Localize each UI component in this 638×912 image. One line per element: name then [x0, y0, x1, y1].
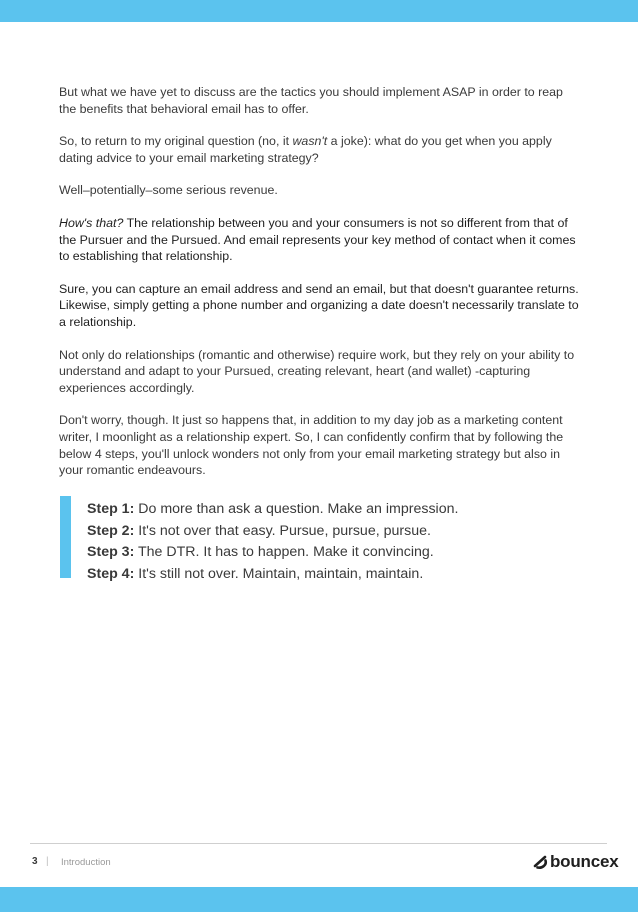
brand-logo [533, 852, 619, 872]
paragraph-4-emphasis: How's that? [59, 215, 124, 230]
footer-divider [30, 843, 607, 844]
top-accent-bar [0, 0, 638, 22]
paragraph-6: Not only do relationships (romantic and otherwise) require work, but they rely on your ability to understand and adapt to your Pursued, creating relevant, heart (and wallet) -capturing experiences accordingly. [59, 347, 575, 395]
paragraph-3: Well–potentially–some serious revenue. [59, 183, 278, 198]
paragraph-2-part-a: So, to return to my original question (no, it [59, 134, 293, 149]
step-text: It's still not over. Maintain, maintain, maintain. [134, 565, 424, 582]
step-label: Step 4: [87, 565, 135, 582]
callout-accent-bar [60, 496, 71, 578]
step-label: Step 2: [87, 522, 135, 539]
paragraph-4-body: The relationship between you and your consumers is not so different from that of the Pursuer and the Pursued. And email represents your key method of contact when it comes to establishing that relationship. [59, 215, 576, 264]
step-text: The DTR. It has to happen. Make it convincing. [134, 544, 434, 560]
brand-name: bouncex [550, 852, 619, 871]
paragraph-2-part-b: a joke): what do you get when you apply dating advice to your email marketing strategy? [59, 134, 552, 165]
page-number: 3 [32, 856, 38, 867]
step-item-1 [87, 499, 458, 521]
section-name: Introduction [61, 857, 111, 868]
steps-callout [60, 496, 540, 582]
bottom-accent-bar [0, 887, 638, 912]
paragraph-7: Don't worry, though. It just so happens that, in addition to my day job as a marketing content writer, I moonlight as a relationship expert. So, I can confidently confirm that by following the below 4 steps, you'll unlock wonders not only from your email marketing strategy but also in your romantic endeavours. [59, 413, 564, 478]
paragraph-2 [59, 133, 579, 166]
body-text [59, 84, 579, 495]
step-label: Step 1: [87, 501, 135, 517]
step-label: Step 3: [87, 544, 135, 560]
step-item-3 [87, 542, 458, 564]
paragraph-4 [59, 215, 579, 265]
step-item-2 [87, 521, 458, 543]
step-item-4 [87, 564, 458, 586]
step-text: It's not over that easy. Pursue, pursue, pursue. [134, 522, 431, 539]
bouncex-logo-icon [533, 854, 549, 870]
footer-separator: | [46, 856, 49, 867]
paragraph-1: But what we have yet to discuss are the tactics you should implement ASAP in order to reap the benefits that behavioral email has to offer. [59, 85, 563, 116]
steps-list [87, 499, 458, 585]
step-text: Do more than ask a question. Make an impression. [134, 501, 459, 517]
paragraph-2-emphasis: wasn't [292, 134, 328, 149]
paragraph-5: Sure, you can capture an email address and send an email, but that doesn't guarantee returns. Likewise, simply getting a phone number and organizing a date doesn't necessarily translate to a relationship. [59, 281, 579, 329]
